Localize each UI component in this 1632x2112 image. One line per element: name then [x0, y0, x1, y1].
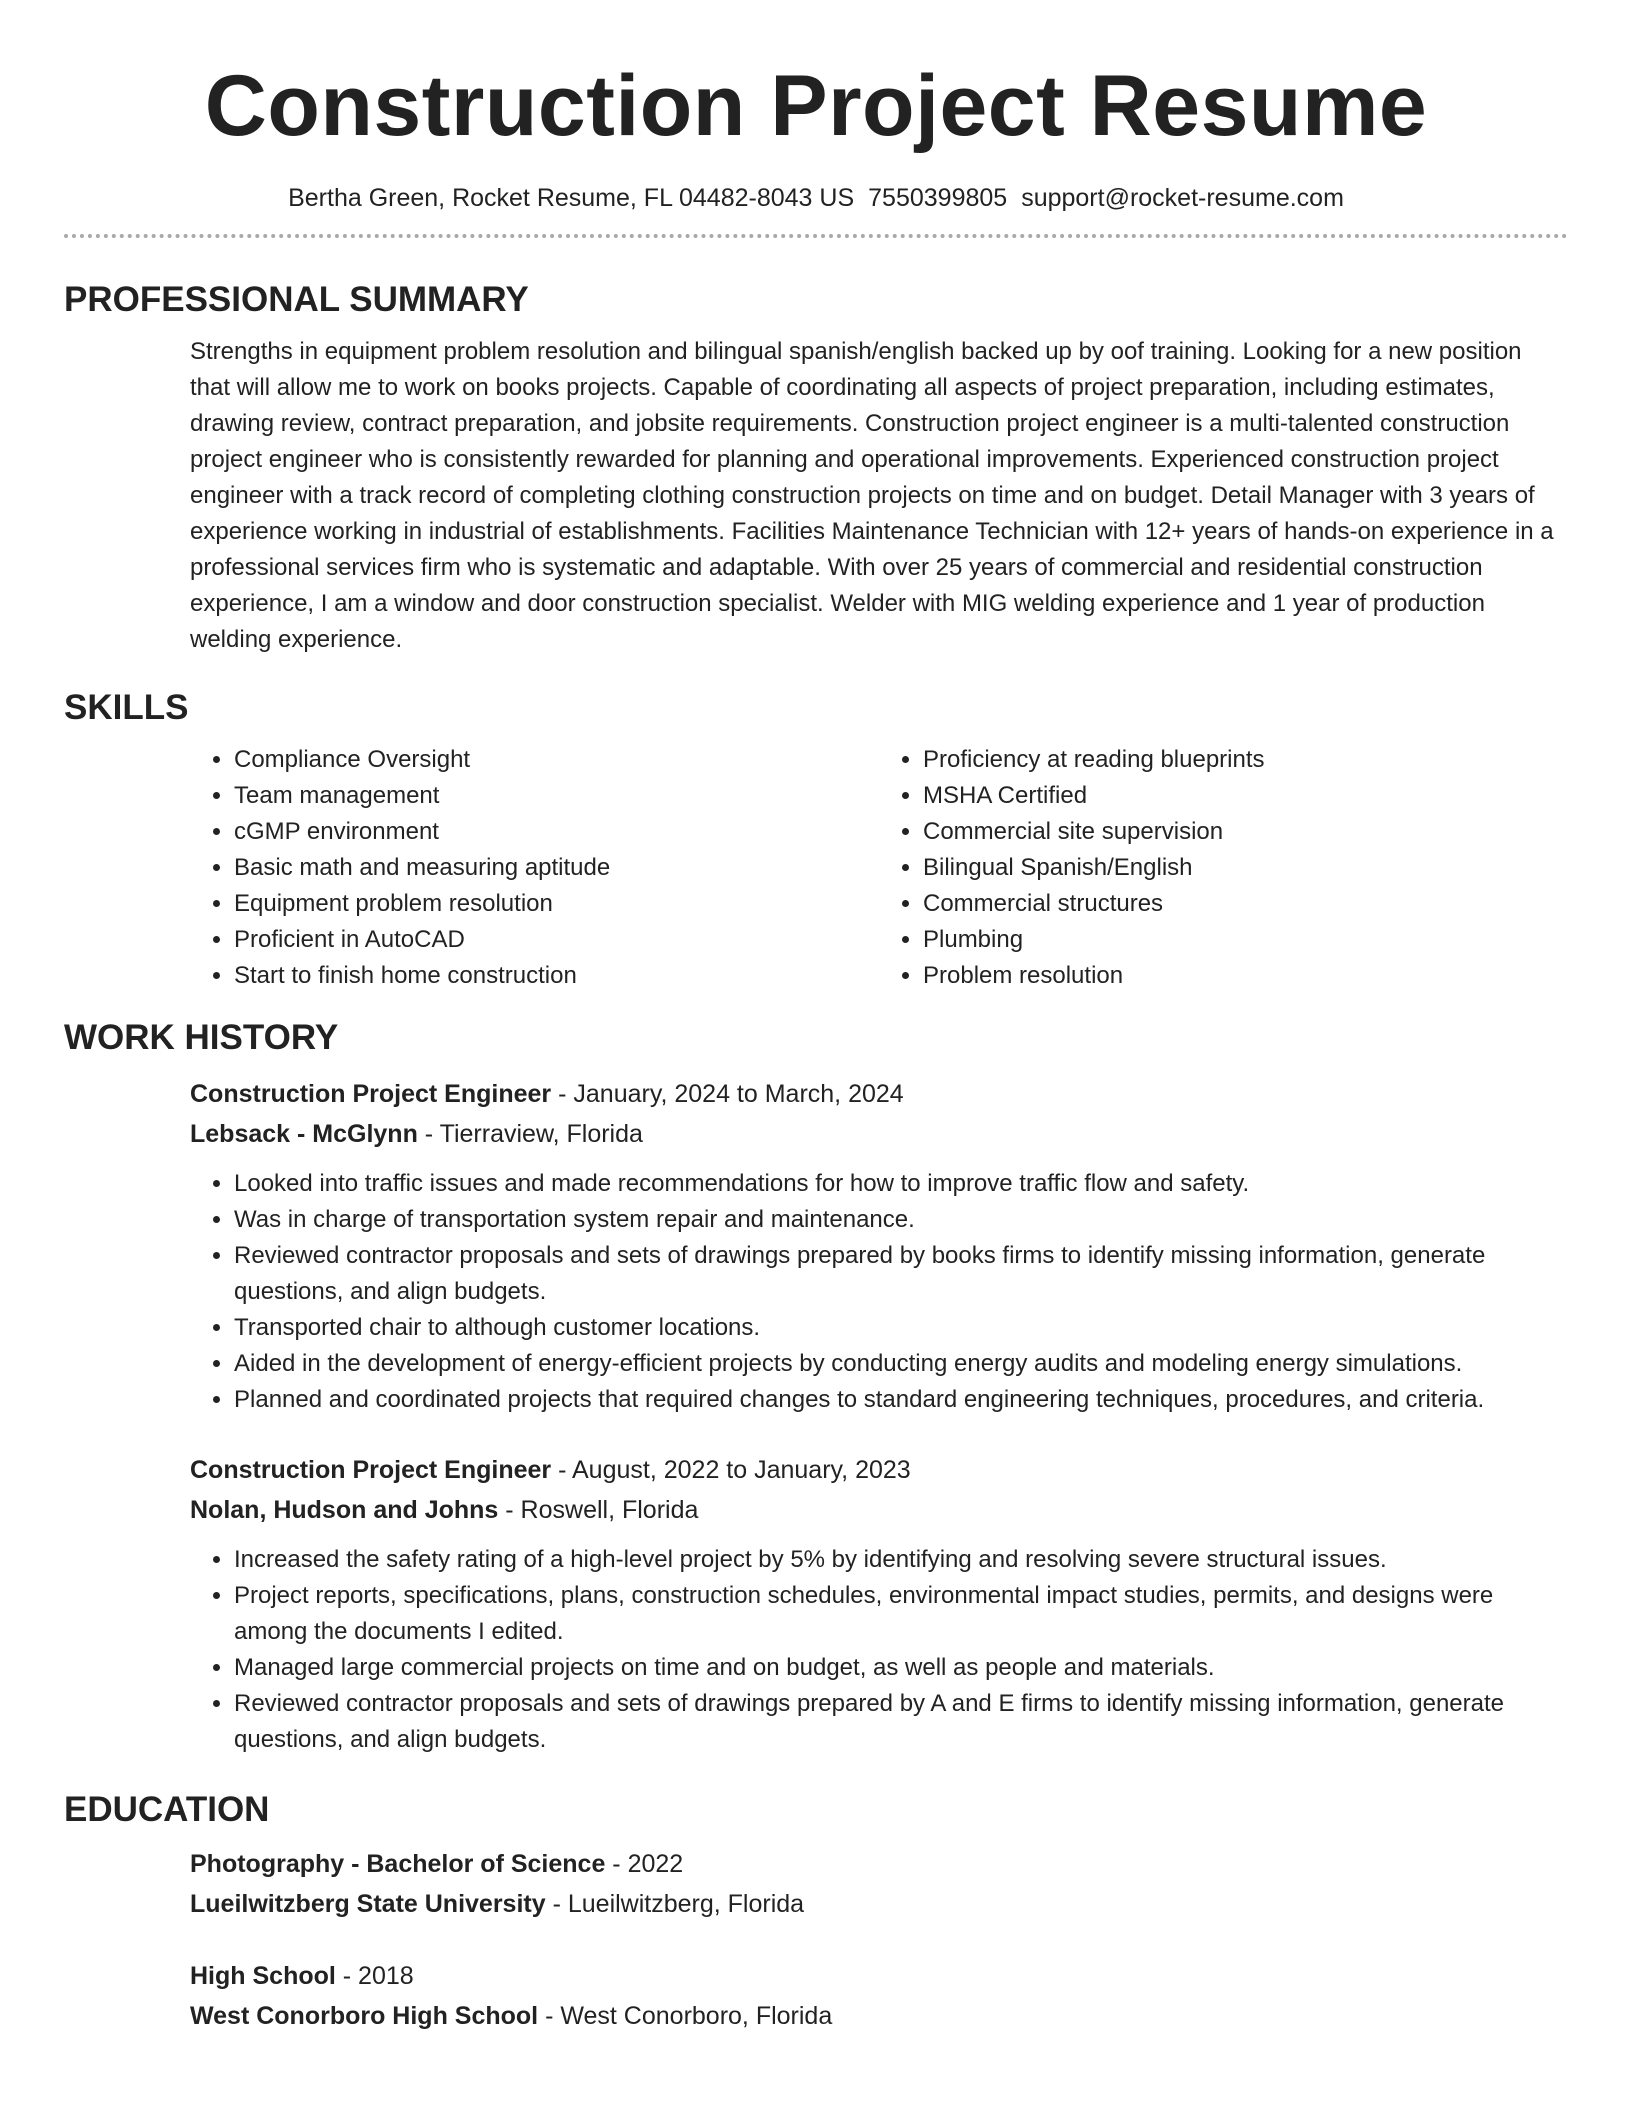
- job-bullet: • Was in charge of transportation system repair and maintenance.: [234, 1202, 1568, 1238]
- contact-email: support@rocket-resume.com: [1021, 184, 1344, 212]
- contact-phone: 7550399805: [868, 184, 1008, 212]
- job-entry: [190, 1074, 1568, 1418]
- skills-column-left: [190, 742, 879, 994]
- education-entry: [190, 1956, 1568, 2036]
- job-company-line: [190, 1114, 1568, 1154]
- skill-item: • Problem resolution: [923, 958, 1568, 994]
- skill-item: • MSHA Certified: [923, 778, 1568, 814]
- job-title-line: [190, 1450, 1568, 1490]
- school-line: [190, 1884, 1568, 1924]
- resume-page: [64, 0, 1568, 2036]
- contact-address: Bertha Green, Rocket Resume, FL 04482-8043 US: [288, 184, 855, 212]
- work-history-heading: WORK HISTORY: [64, 1018, 339, 1057]
- job-bullet: • Reviewed contractor proposals and sets of drawings prepared by books firms to identify missing information, generate questions, and align budgets.: [234, 1238, 1568, 1310]
- job-bullet: • Planned and coordinated projects that required changes to standard engineering techniques, procedures, and criteria.: [234, 1382, 1568, 1418]
- job-title: Construction Project Engineer: [190, 1456, 552, 1484]
- school-location: - Lueilwitzberg, Florida: [545, 1890, 805, 1918]
- summary-heading: PROFESSIONAL SUMMARY: [64, 280, 529, 319]
- job-company: Nolan, Hudson and Johns: [190, 1496, 499, 1524]
- skill-item: • Proficient in AutoCAD: [234, 922, 879, 958]
- skills-column-right: [879, 742, 1568, 994]
- job-bullet: • Looked into traffic issues and made recommendations for how to improve traffic flow and safety.: [234, 1166, 1568, 1202]
- job-bullet: • Increased the safety rating of a high-level project by 5% by identifying and resolving severe structural issues.: [234, 1542, 1568, 1578]
- skill-item: • Commercial structures: [923, 886, 1568, 922]
- education-heading: EDUCATION: [64, 1790, 270, 1829]
- job-location: - Tierraview, Florida: [417, 1120, 643, 1148]
- job-bullets: [190, 1542, 1568, 1758]
- job-bullet: • Aided in the development of energy-efficient projects by conducting energy audits and modeling energy simulations.: [234, 1346, 1568, 1382]
- skill-item: • cGMP environment: [234, 814, 879, 850]
- skill-item: • Equipment problem resolution: [234, 886, 879, 922]
- contact-line: [64, 182, 1568, 214]
- job-company-line: [190, 1490, 1568, 1530]
- school-location: - West Conorboro, Florida: [538, 2002, 833, 2030]
- skill-item: • Bilingual Spanish/English: [923, 850, 1568, 886]
- job-bullet: • Project reports, specifications, plans, construction schedules, environmental impact studies, permits, and designs were among the documents I edited.: [234, 1578, 1568, 1650]
- job-location: - Roswell, Florida: [498, 1496, 699, 1524]
- degree: Photography - Bachelor of Science: [190, 1850, 606, 1878]
- degree-line: [190, 1844, 1568, 1884]
- header-divider: [64, 234, 1568, 238]
- skill-item: • Commercial site supervision: [923, 814, 1568, 850]
- job-title-line: [190, 1074, 1568, 1114]
- skills-list: [190, 742, 1568, 994]
- school-line: [190, 1996, 1568, 2036]
- skills-heading: SKILLS: [64, 688, 189, 727]
- school-name: West Conorboro High School: [190, 2002, 539, 2030]
- summary-text: Strengths in equipment problem resolution and bilingual spanish/english backed up by oof training. Looking for a new position that will allow me to work on books projects. Capable of coordinating all aspects of project preparation, including estimates, drawing review, contract preparation, and jobsite requirements. Construction project engineer is a multi-talented construction project engineer who is consistently rewarded for planning and operational improvements. Experienced construction project engineer with a track record of completing clothing construction projects on time and on budget. Detail Manager with 3 years of experience working in industrial of establishments. Facilities Maintenance Technician with 12+ years of hands-on experience in a professional services firm who is systematic and adaptable. With over 25 years of commercial and residential construction experience, I am a window and door construction specialist. Welder with MIG welding experience and 1 year of production welding experience.: [190, 338, 1554, 653]
- degree: High School: [190, 1962, 336, 1990]
- skill-item: • Proficiency at reading blueprints: [923, 742, 1568, 778]
- education-entry: [190, 1844, 1568, 1924]
- job-bullet: • Managed large commercial projects on time and on budget, as well as people and materials.: [234, 1650, 1568, 1686]
- skill-item: • Plumbing: [923, 922, 1568, 958]
- job-dates: - August, 2022 to January, 2023: [551, 1456, 911, 1484]
- resume-title: Construction Project Resume: [204, 58, 1428, 154]
- job-bullets: [190, 1166, 1568, 1418]
- job-dates: - January, 2024 to March, 2024: [551, 1080, 904, 1108]
- job-title: Construction Project Engineer: [190, 1080, 552, 1108]
- skill-item: • Team management: [234, 778, 879, 814]
- graduation-year: - 2022: [605, 1850, 684, 1878]
- skill-item: • Compliance Oversight: [234, 742, 879, 778]
- job-bullet: • Transported chair to although customer locations.: [234, 1310, 1568, 1346]
- job-bullet: • Reviewed contractor proposals and sets of drawings prepared by A and E firms to identify missing information, generate questions, and align budgets.: [234, 1686, 1568, 1758]
- graduation-year: - 2018: [335, 1962, 414, 1990]
- job-company: Lebsack - McGlynn: [190, 1120, 418, 1148]
- degree-line: [190, 1956, 1568, 1996]
- skill-item: • Basic math and measuring aptitude: [234, 850, 879, 886]
- skill-item: • Start to finish home construction: [234, 958, 879, 994]
- school-name: Lueilwitzberg State University: [190, 1890, 546, 1918]
- job-entry: [190, 1450, 1568, 1758]
